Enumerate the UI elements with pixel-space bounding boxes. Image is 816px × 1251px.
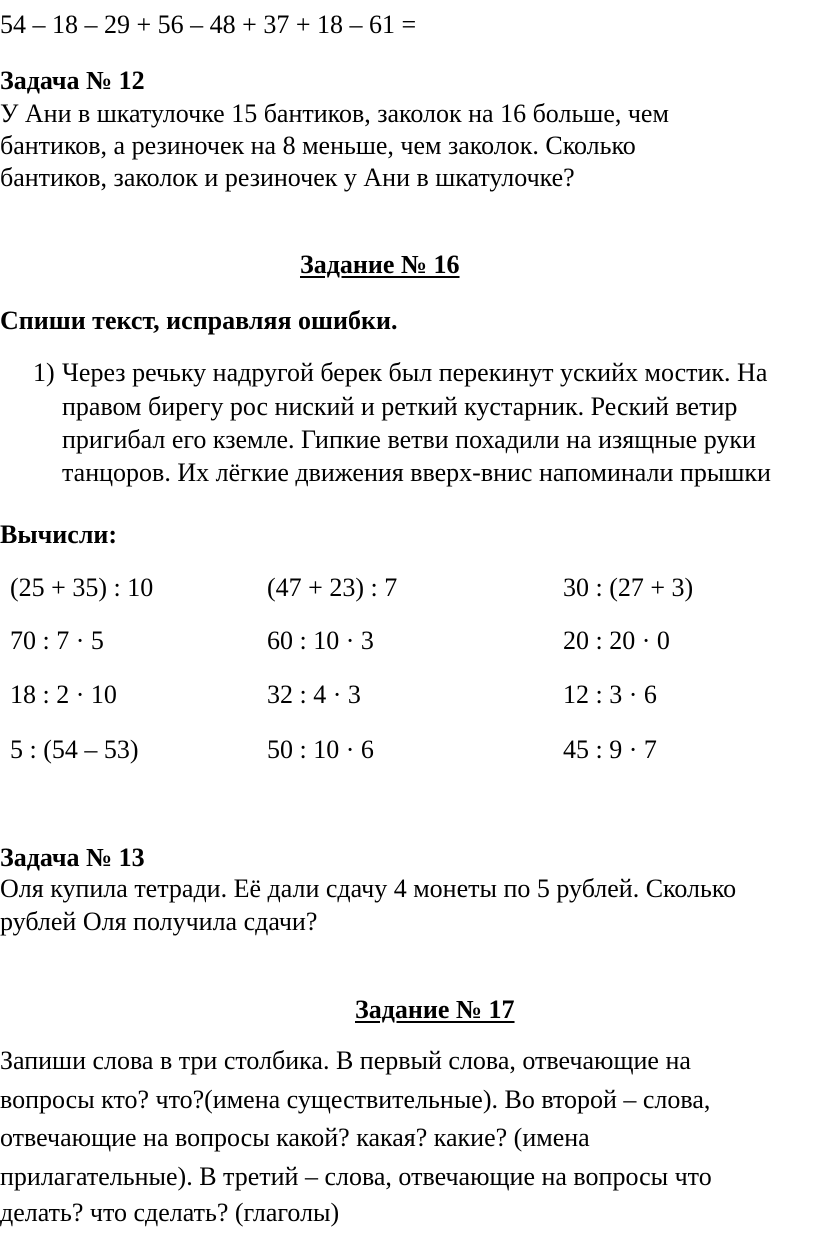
exercise16-title: Задание № 16 (300, 250, 460, 279)
exercise16-line: правом бирегу рос ниский и реткий кустарник. Реский ветир (62, 392, 738, 421)
exercise17-line: делать? что сделать? (глаголы) (0, 1198, 340, 1227)
exercise17-line: отвечающие на вопросы какой? какая? какие? (имена (0, 1123, 590, 1152)
expression: 60 : 10 · 3 (267, 626, 374, 655)
exercise17-title: Задание № 17 (355, 995, 515, 1024)
expression: (47 + 23) : 7 (267, 573, 398, 602)
expression: 20 : 20 · 0 (563, 626, 670, 655)
expression: 70 : 7 · 5 (10, 626, 104, 655)
task12-title: Задача № 12 (0, 66, 145, 95)
task13-line: рублей Оля получила сдачи? (0, 907, 318, 936)
exercise17-line: прилагательные). В третий – слова, отвечающие на вопросы что (0, 1162, 712, 1191)
task12-line: бантиков, заколок и резиночек у Ани в шкатулочке? (0, 163, 575, 192)
expression: 5 : (54 – 53) (10, 735, 139, 764)
exercise17-line: вопросы кто? что?(имена существительные). Во второй – слова, (0, 1085, 711, 1114)
task12-line: У Ани в шкатулочке 15 бантиков, заколок на 16 больше, чем (0, 99, 669, 128)
expression: 50 : 10 · 6 (267, 735, 374, 764)
compute-title: Вычисли: (0, 520, 118, 549)
expression: (25 + 35) : 10 (10, 573, 154, 602)
exercise16-line: пригибал его кземле. Гипкие ветви похадили на изящные руки (62, 425, 756, 454)
exercise17-line: Запиши слова в три столбика. В первый слова, отвечающие на (0, 1046, 691, 1075)
exercise16-line: танцоров. Их лёгкие движения вверх-внис напоминали прышки (62, 458, 771, 487)
exercise16-instruction: Спиши текст, исправляя ошибки. (0, 306, 398, 335)
task13-line: Оля купила тетради. Её дали сдачу 4 монеты по 5 рублей. Сколько (0, 874, 737, 903)
expression: 32 : 4 · 3 (267, 680, 361, 709)
list-item-number: 1) (33, 358, 55, 387)
exercise16-line: Через речьку надругой берек был перекинут ускийх мостик. На (62, 358, 768, 387)
expression: 18 : 2 · 10 (10, 680, 117, 709)
top-expression: 54 – 18 – 29 + 56 – 48 + 37 + 18 – 61 = (0, 10, 417, 39)
expression: 45 : 9 · 7 (563, 735, 657, 764)
task12-line: бантиков, а резиночек на 8 меньше, чем заколок. Сколько (0, 131, 636, 160)
expression: 12 : 3 · 6 (563, 680, 657, 709)
task13-title: Задача № 13 (0, 843, 145, 872)
expression: 30 : (27 + 3) (563, 573, 694, 602)
